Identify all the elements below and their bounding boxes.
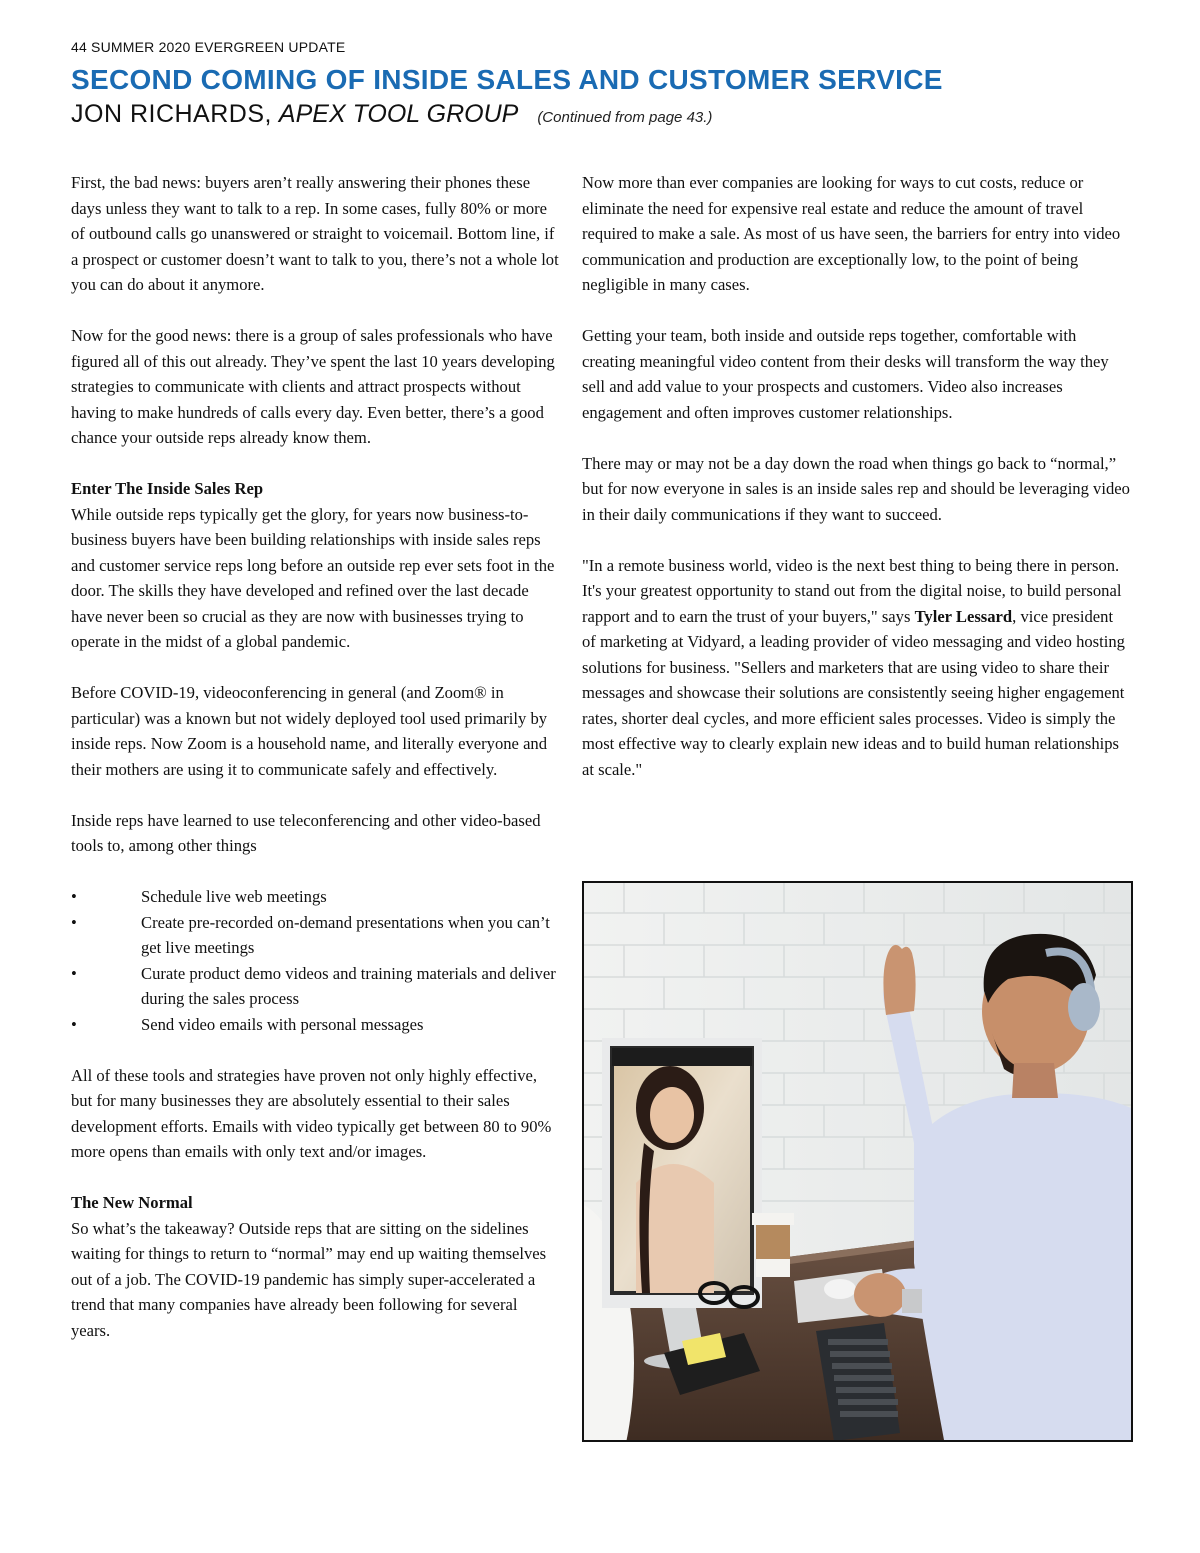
section-heading: The New Normal [71, 1193, 193, 1212]
bullet-list [71, 884, 559, 1037]
author-organization: APEX TOOL GROUP [278, 100, 519, 128]
paragraph: Inside reps have learned to use teleconferencing and other video-based tools to, among other things [71, 810, 541, 855]
paragraph: While outside reps typically get the glory, for years now business-to-business buyers have been building relationships with inside sales reps and customer service reps long before an outside rep ever sets foot in the door. The skills they have developed and refined over the last decade have never been so crucial as they are now with businesses trying to operate in the midst of a global pandemic. [71, 504, 555, 651]
paragraph: There may or may not be a day down the road when things go back to “normal,” but for now everyone in sales is an inside sales rep and should be leveraging video in their daily communications if they want to succeed. [582, 453, 1130, 524]
quote-text: "In a remote business world, video is the next best thing to being there in person. It's your greatest opportunity to stand out from the digital noise, to build personal rapport and to earn the trust of your buyers," says [582, 555, 1122, 626]
byline [71, 100, 712, 129]
paragraph: All of these tools and strategies have proven not only highly effective, but for many businesses they are absolutely essential to their sales development efforts. Emails with video typically get between 80 to 90% more opens than emails with only text and/or images. [71, 1065, 552, 1161]
paragraph: Getting your team, both inside and outside reps together, comfortable with creating meaningful video content from their desks will transform the way they sell and add value to your prospects and customers. Video also increases engagement and often improves customer relationships. [582, 326, 1109, 422]
video-call-illustration [584, 883, 1131, 1440]
quote-text: , vice president of marketing at Vidyard, a leading provider of video messaging and video hosting solutions for business. "Sellers and marketers that are using video to share their messages and showcase their solutions are consistently seeing higher engagement rates, shorter deal cycles, and more efficient sales processes. Video is simply the most effective way to clearly explain new ideas and to build human relationships at scale." [582, 606, 1125, 779]
quoted-person-name: Tyler Lessard [914, 606, 1013, 626]
article-photo [582, 881, 1133, 1442]
list-item: • Curate product demo videos and training materials and deliver during the sales process [71, 961, 559, 1012]
quote-paragraph [582, 553, 1130, 783]
list-item: • Send video emails with personal messages [71, 1012, 559, 1038]
right-column [582, 170, 1130, 808]
list-item: • Schedule live web meetings [71, 884, 559, 910]
continued-note: (Continued from page 43.) [537, 109, 713, 126]
paragraph: Now for the good news: there is a group of sales professionals who have figured all of this out already. They’ve spent the last 10 years developing strategies to communicate with clients and attract prospects without having to make hundreds of calls every day. Even better, there’s a good chance your outside reps already know them. [71, 326, 555, 447]
left-column [71, 170, 559, 1369]
section-heading: Enter The Inside Sales Rep [71, 479, 264, 498]
running-head: 44 SUMMER 2020 EVERGREEN UPDATE [71, 39, 346, 55]
list-item: • Create pre-recorded on-demand presentations when you can’t get live meetings [71, 910, 559, 961]
paragraph: First, the bad news: buyers aren’t really answering their phones these days unless they want to talk to a rep. In some cases, fully 80% or more of outbound calls go unanswered or straight to voicemail. Bottom line, if a prospect or customer doesn’t want to talk to you, there’s not a whole lot you can do about it anymore. [71, 173, 559, 294]
author-name: JON RICHARDS, [71, 100, 272, 128]
article-title: SECOND COMING OF INSIDE SALES AND CUSTOMER SERVICE [71, 64, 943, 95]
paragraph: Now more than ever companies are looking for ways to cut costs, reduce or eliminate the need for expensive real estate and reduce the amount of travel required to make a sale. As most of us have seen, the barriers for entry into video communication and production are exceptionally low, to the point of being negligible in many cases. [582, 173, 1121, 294]
paragraph: Before COVID-19, videoconferencing in general (and Zoom® in particular) was a known but not widely deployed tool used primarily by inside reps. Now Zoom is a household name, and literally everyone and their mothers are using it to communicate safely and effectively. [71, 683, 548, 779]
paragraph: So what’s the takeaway? Outside reps that are sitting on the sidelines waiting for things to return to “normal” may end up waiting themselves out of a job. The COVID-19 pandemic has simply super-accelerated a trend that many companies have already been following for several years. [71, 1218, 547, 1340]
